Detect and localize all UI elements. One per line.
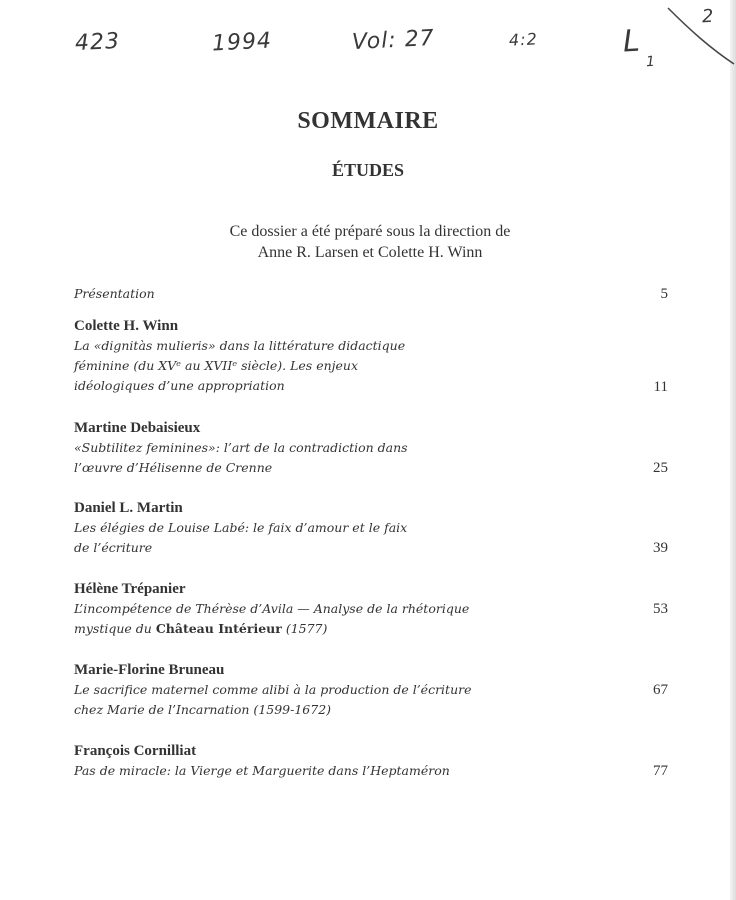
entry-title-line: «Subtilitez feminines»: l’art de la contradiction dans	[74, 440, 408, 455]
toc-entry-winn	[74, 316, 674, 396]
entry-page-number: 25	[653, 460, 668, 476]
entry-title-text: mystique du	[74, 621, 156, 636]
entry-title-line: Pas de miracle: la Vierge et Marguerite dans l’Heptaméron	[74, 763, 450, 778]
handwritten-note: 4:2	[508, 29, 539, 50]
intro-text	[0, 221, 736, 263]
entry-page-number: 5	[660, 286, 668, 302]
toc-entry-trepanier	[74, 579, 674, 639]
handwritten-year: 1994	[211, 28, 273, 57]
page-title: SOMMAIRE	[297, 108, 439, 134]
intro-line-1: Ce dossier a été préparé sous la direction de	[229, 223, 511, 240]
toc-entry-presentation	[74, 284, 674, 304]
handwritten-ref: 423	[74, 28, 121, 57]
entry-title-line: féminine (du XVᵉ au XVIIᵉ siècle). Les enjeux	[74, 358, 359, 373]
toc-entry-cornilliat	[74, 741, 674, 781]
corner-pen-stroke	[660, 0, 736, 70]
handwritten-volume: Vol: 27	[351, 25, 436, 56]
entry-title-line: Les élégies de Louise Labé: le faix d’amour et le faix	[74, 520, 408, 535]
entry-author: Daniel L. Martin	[74, 500, 183, 516]
toc-entry-martin	[74, 498, 674, 558]
entry-title-line: idéologiques d’une appropriation	[74, 378, 285, 393]
entry-title-line: chez Marie de l’Incarnation (1599-1672)	[74, 702, 332, 717]
entry-author: François Cornilliat	[74, 743, 197, 759]
handwritten-letter: L	[622, 23, 642, 60]
entry-title-line: Le sacrifice maternel comme alibi à la production de l’écriture	[74, 682, 472, 697]
intro-line-2: Anne R. Larsen et Colette H. Winn	[257, 244, 483, 261]
toc-entry-debaisieux	[74, 418, 674, 478]
entry-page-number: 53	[653, 601, 668, 617]
toc-entry-bruneau	[74, 660, 674, 720]
entry-author: Martine Debaisieux	[74, 420, 201, 436]
entry-author: Marie-Florine Bruneau	[74, 662, 225, 678]
handwritten-letter-sub: 1	[645, 53, 657, 71]
entry-title-line	[74, 619, 554, 639]
entry-title-text: (1577)	[281, 621, 328, 636]
entry-author: Hélène Trépanier	[74, 581, 186, 597]
work-title: Château Intérieur	[155, 621, 282, 636]
entry-title-line: La «dignitàs mulieris» dans la littérature didactique	[74, 338, 406, 353]
entry-title-line: l’œuvre d’Hélisenne de Crenne	[74, 460, 273, 475]
scan-edge	[730, 0, 736, 900]
entry-title-line: Présentation	[74, 286, 155, 301]
entry-page-number: 77	[653, 763, 668, 779]
entry-page-number: 11	[653, 379, 668, 395]
section-title: ÉTUDES	[331, 160, 405, 180]
entry-title-line: L’incompétence de Thérèse d’Avila — Analyse de la rhétorique	[74, 601, 470, 616]
entry-page-number: 67	[653, 682, 668, 698]
handwritten-corner-number: 2	[701, 5, 715, 28]
entry-title-line: de l’écriture	[74, 540, 153, 555]
entry-page-number: 39	[653, 540, 668, 556]
entry-author: Colette H. Winn	[74, 318, 179, 334]
